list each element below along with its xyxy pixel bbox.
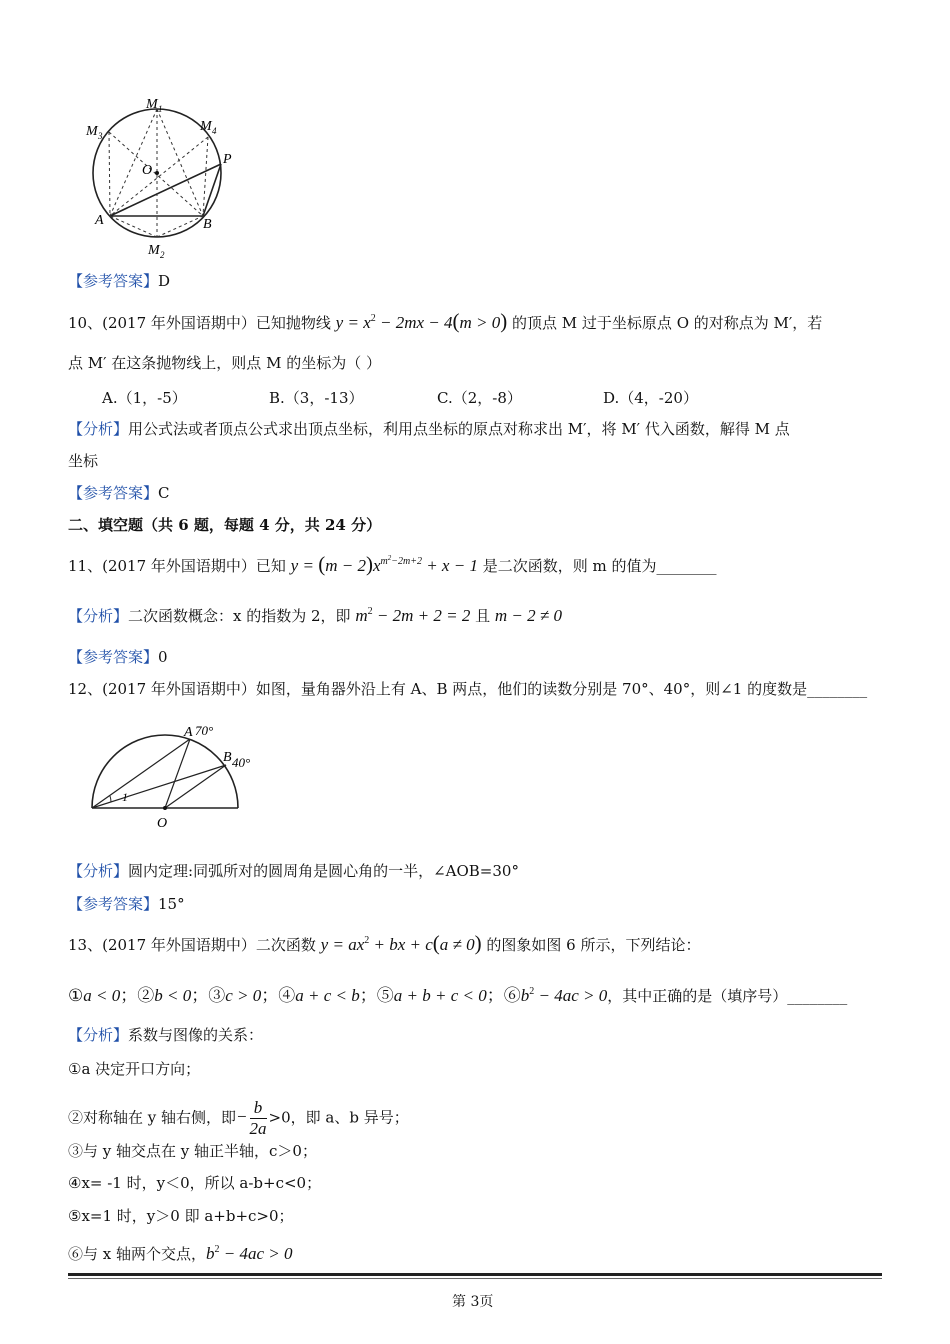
label-o: O <box>142 163 153 178</box>
section-title: 二、填空题（共 6 题，每题 4 分，共 24 分） <box>68 516 382 534</box>
q13-item-5: ⑤x=1 时，y＞0 即 a+b+c>0； <box>68 1207 294 1225</box>
q10-option-a: A.（1，-5） <box>102 389 187 407</box>
analysis-tag: 【分析】 <box>68 862 129 880</box>
label-m3: M <box>86 124 98 139</box>
analysis-tag: 【分析】 <box>68 1026 129 1044</box>
label-a-deg: 70° <box>195 723 214 738</box>
q13-item-6 <box>68 1243 293 1265</box>
footer-rule-thin <box>68 1278 882 1279</box>
label-m2-sub: 2 <box>160 250 165 260</box>
q13-statements <box>68 985 847 1007</box>
q13-prefix: 13、(2017 年外国语期中）二次函数 <box>68 936 316 954</box>
q11-equation: $y = (m - 2)x^{m^2-2m+2} + x - 1$ <box>290 552 478 576</box>
analysis-and: 且 <box>475 607 491 625</box>
label-a: A <box>184 725 193 740</box>
answer-value: 15° <box>158 895 185 913</box>
q13-item-1: ①a 决定开口方向； <box>68 1060 201 1078</box>
label-m4: M <box>200 119 212 134</box>
q11-analysis <box>68 605 562 627</box>
q11-analysis-eq2: m − 2 ≠ 0 <box>494 606 562 625</box>
q11-analysis-eq1: $m^2 - 2m + 2 = 2$ <box>355 606 471 625</box>
label-a: A <box>95 213 104 228</box>
analysis-text: 二次函数概念：x 的指数为 2，即 <box>128 607 351 625</box>
q9-answer <box>68 270 170 292</box>
label-m2: M <box>148 243 160 258</box>
q10-answer <box>68 482 170 504</box>
q13-item-6-text: ⑥与 x 轴两个交点， <box>68 1245 206 1263</box>
q10-option-c: C.（2，-8） <box>437 389 522 407</box>
label-m1: M <box>146 97 158 112</box>
q11-stem <box>68 553 717 577</box>
label-p: P <box>223 152 232 167</box>
analysis-text: 圆内定理:同弧所对的圆周角是圆心角的一半，∠AOB=30° <box>128 862 519 880</box>
q11-suffix: 是二次函数，则 m 的值为________ <box>482 557 717 575</box>
q12-answer <box>68 893 185 915</box>
answer-tag: 【参考答案】 <box>68 648 159 666</box>
q13-item-2-tail: >0，即 a、b 异号； <box>268 1108 409 1127</box>
label-b: B <box>223 750 232 765</box>
analysis-tag: 【分析】 <box>68 420 129 438</box>
q13-item-6-eq: $b^2 - 4ac > 0$ <box>206 1244 293 1263</box>
q13-stem <box>68 932 701 956</box>
q11-answer <box>68 646 168 668</box>
q13-statements-suffix: ，其中正确的是（填序号）________ <box>607 987 848 1005</box>
footer-rule <box>68 1273 882 1276</box>
label-b-deg: 40° <box>232 755 251 770</box>
q13-equation: $y = ax^2$ + bx + c(a ≠ 0) <box>320 931 482 955</box>
analysis-text: 系数与图像的关系： <box>128 1026 264 1044</box>
answer-value: 0 <box>158 648 168 666</box>
label-m4-sub: 4 <box>212 126 217 136</box>
answer-tag: 【参考答案】 <box>68 484 159 502</box>
q13-analysis <box>68 1024 263 1046</box>
q13-item-2-text: ②对称轴在 y 轴右侧，即 <box>68 1108 237 1127</box>
q10-prefix: 10、(2017 年外国语期中）已知抛物线 <box>68 314 331 332</box>
q13-suffix: 的图象如图 6 所示，下列结论： <box>486 936 701 954</box>
label-m3-sub: 3 <box>98 131 103 141</box>
answer-tag: 【参考答案】 <box>68 272 159 290</box>
protractor-figure <box>82 715 272 835</box>
q10-equation: $y = x^2 - 2mx - 4(m > 0)$ <box>335 309 508 333</box>
q12-stem: 12、(2017 年外国语期中）如图，量角器外沿上有 A、B 两点，他们的读数分别是 70°、40°，则∠1 的度数是________ <box>68 680 868 698</box>
q10-analysis-line2: 坐标 <box>68 452 99 470</box>
label-o: O <box>157 816 168 831</box>
q10-suffix: 的顶点 M 过于坐标原点 O 的对称点为 M′，若 <box>512 314 823 332</box>
q10-option-d: D.（4，-20） <box>603 389 698 407</box>
label-b: B <box>203 217 212 232</box>
circle-figure <box>82 92 252 262</box>
analysis-tag: 【分析】 <box>68 607 129 625</box>
page-number: 第 3页 <box>452 1294 494 1310</box>
label-angle-1: 1 <box>122 790 128 804</box>
q10-stem-line2: 点 M′ 在这条抛物线上，则点 M 的坐标为（ ） <box>68 354 381 372</box>
q10-option-b: B.（3，-13） <box>269 389 364 407</box>
label-m1-sub: 1 <box>158 104 163 114</box>
answer-value: D <box>158 272 171 290</box>
q11-prefix: 11、(2017 年外国语期中）已知 <box>68 557 286 575</box>
answer-tag: 【参考答案】 <box>68 895 159 913</box>
q13-item-4: ④x= -1 时，y＜0，所以 a-b+c<0； <box>68 1174 322 1192</box>
answer-value: C <box>158 484 170 502</box>
q10-analysis <box>68 418 790 440</box>
q10-stem <box>68 310 822 334</box>
q13-statement-list: ①a < 0；②b < 0；③c > 0；④a + c < b；⑤a + b + c < 0；$⑥b^2 - 4ac > 0$ <box>68 986 608 1005</box>
q12-analysis <box>68 860 519 882</box>
q13-item-2 <box>68 1098 409 1139</box>
q13-item-2-fraction: − $\frac{b}{2a}$ <box>236 1098 267 1138</box>
analysis-text: 用公式法或者顶点公式求出顶点坐标，利用点坐标的原点对称求出 M′，将 M′ 代入函数，解得 M 点 <box>128 420 790 438</box>
q13-item-3: ③与 y 轴交点在 y 轴正半轴，c＞0； <box>68 1142 317 1160</box>
